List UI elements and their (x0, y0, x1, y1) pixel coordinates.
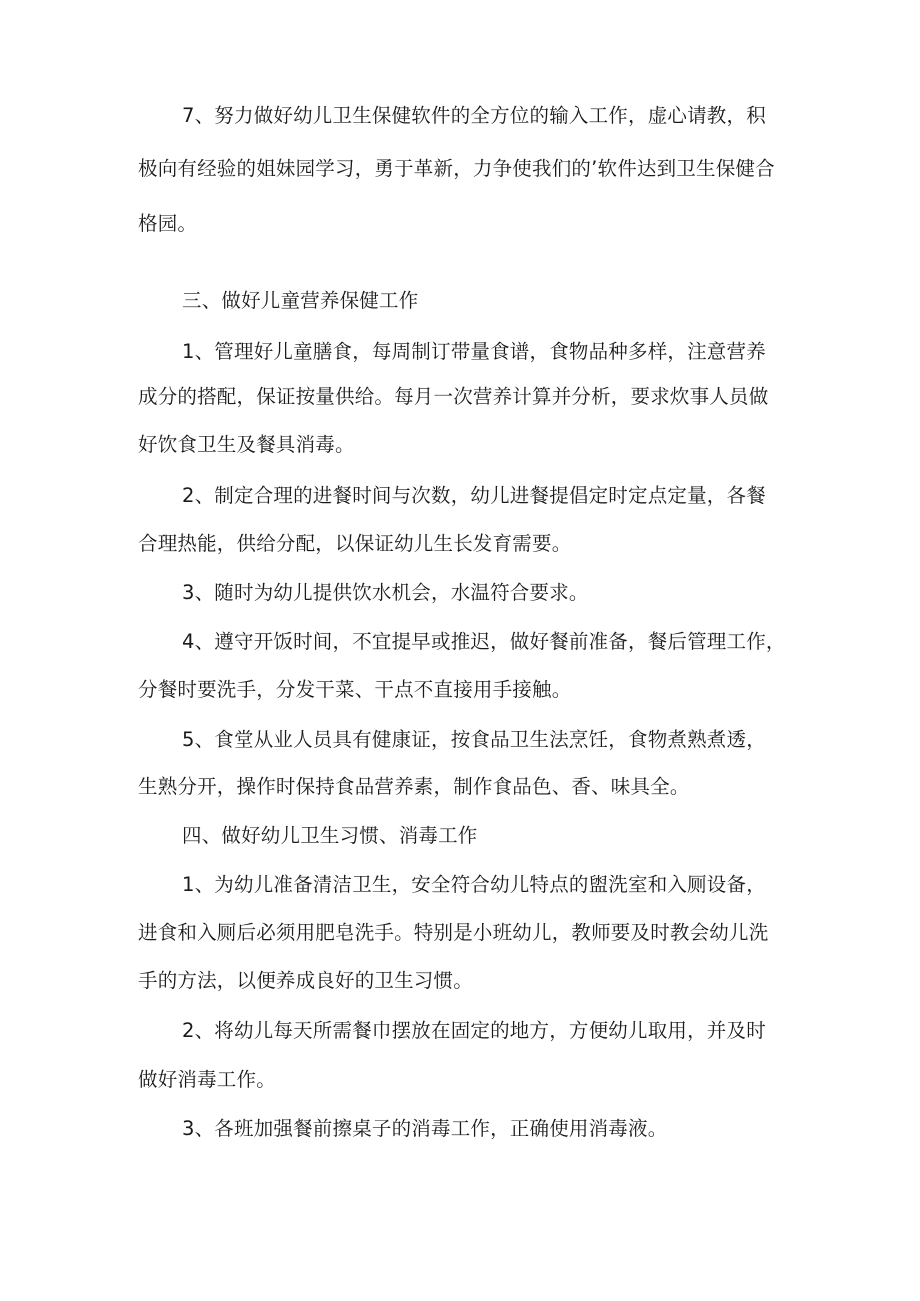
section-heading-4: 四、做好幼儿卫生习惯、消毒工作 (182, 824, 478, 847)
section-4-item-2-line-1: 2、将幼儿每天所需餐巾摆放在固定的地方，方便幼儿取用，并及时 (182, 1019, 766, 1042)
section-3-item-3: 3、随时为幼儿提供饮水机会，水温符合要求。 (182, 581, 589, 604)
section-3-item-1-line-3: 好饮食卫生及餐具消毒。 (138, 433, 355, 456)
section-4-item-2-line-2: 做好消毒工作。 (138, 1068, 276, 1091)
section-3-item-1-line-1: 1、管理好儿童膳食，每周制订带量食谱，食物品种多样，注意营养 (182, 340, 766, 363)
section-3-item-2-line-2: 合理热能，供给分配，以保证幼儿生长发育需要。 (138, 532, 572, 555)
section-4-item-1-line-2: 进食和入厕后必须用肥皂洗手。特别是小班幼儿，教师要及时教会幼儿洗 (138, 921, 769, 944)
section-heading-3: 三、做好儿童营养保健工作 (182, 289, 419, 312)
paragraph-7-line-3: 格园。 (138, 212, 198, 235)
section-3-item-1-line-2: 成分的搭配，保证按量供给。每月一次营养计算并分析，要求炊事人员做 (138, 385, 769, 408)
section-4-item-1-line-3: 手的方法，以便养成良好的卫生习惯。 (138, 969, 473, 992)
section-3-item-5-line-2: 生熟分开，操作时保持食品营养素，制作食品色、香、味具全。 (138, 775, 690, 798)
section-4-item-3: 3、各班加强餐前擦桌子的消毒工作，正确使用消毒液。 (182, 1117, 668, 1140)
section-4-item-1-line-1: 1、为幼儿准备清洁卫生，安全符合幼儿特点的盥洗室和入厕设备， (182, 873, 766, 896)
section-3-item-2-line-1: 2、制定合理的进餐时间与次数，幼儿进餐提倡定时定点定量，各餐 (182, 484, 766, 507)
paragraph-7-line-1: 7、努力做好幼儿卫生保健软件的全方位的输入工作，虚心请教，积 (182, 104, 766, 127)
paragraph-7-line-2: 极向有经验的姐妹园学习，勇于革新，力争使我们的’软件达到卫生保健合 (138, 157, 775, 180)
section-3-item-5-line-1: 5、食堂从业人员具有健康证，按食品卫生法烹饪，食物煮熟煮透， (182, 728, 766, 751)
section-3-item-4-line-2: 分餐时要洗手，分发干菜、干点不直接用手接触。 (138, 678, 572, 701)
section-3-item-4-line-1: 4、遵守开饭时间，不宜提早或推迟，做好餐前准备，餐后管理工作， (182, 630, 786, 653)
